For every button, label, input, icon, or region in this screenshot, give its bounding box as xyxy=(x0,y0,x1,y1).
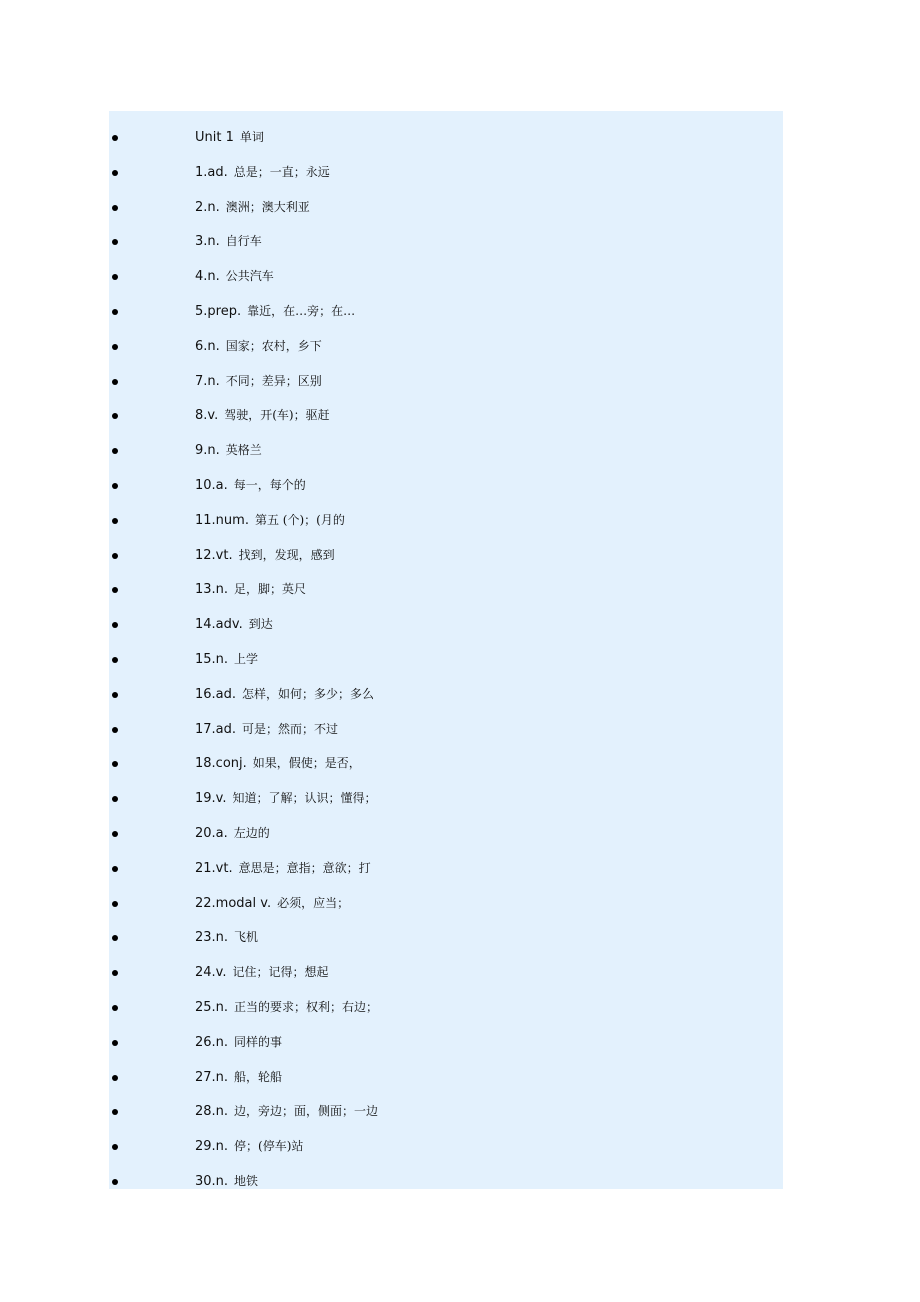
entry-gloss: 找到，发现，感到 xyxy=(238,547,335,562)
entry-term: 20.a. xyxy=(195,825,228,841)
entry-term: 24.v. xyxy=(195,965,227,981)
bullet-icon xyxy=(112,379,118,385)
bullet-icon xyxy=(112,1040,118,1046)
bullet-icon xyxy=(112,309,118,315)
entry-text xyxy=(195,1094,378,1130)
vocabulary-list xyxy=(109,120,783,1199)
entry-gloss: 船，轮船 xyxy=(234,1069,283,1084)
entry-gloss: 澳洲；澳大利亚 xyxy=(225,199,310,214)
entry-text xyxy=(195,224,262,260)
entry-term: 29.n. xyxy=(195,1139,229,1155)
list-item xyxy=(109,224,783,259)
entry-gloss: 不同；差异；区别 xyxy=(225,373,322,388)
entry-text xyxy=(195,1129,303,1165)
entry-term: Unit 1 xyxy=(195,130,234,145)
entry-term: 12.vt. xyxy=(195,547,233,563)
entry-gloss: 自行车 xyxy=(225,234,262,249)
entry-gloss: 必须，应当； xyxy=(277,895,350,910)
entry-gloss: 意思是；意指；意欲；打 xyxy=(238,860,371,875)
entry-gloss: 第五 (个)；(月的 xyxy=(254,512,345,527)
list-item xyxy=(109,851,783,886)
bullet-icon xyxy=(112,205,118,211)
entry-text xyxy=(195,433,262,469)
entry-text xyxy=(195,642,258,678)
entry-text xyxy=(195,294,355,330)
bullet-icon xyxy=(112,692,118,698)
list-item xyxy=(109,1094,783,1129)
entry-text xyxy=(195,538,335,574)
list-item xyxy=(109,294,783,329)
bullet-icon xyxy=(112,831,118,837)
entry-text xyxy=(195,259,274,295)
bullet-icon xyxy=(112,761,118,767)
entry-term: 4.n. xyxy=(195,269,220,285)
bullet-icon xyxy=(112,935,118,941)
entry-gloss: 单词 xyxy=(239,130,264,144)
entry-text xyxy=(195,886,349,922)
entry-text xyxy=(195,572,306,608)
entry-text xyxy=(195,607,273,643)
entry-text xyxy=(195,503,345,539)
entry-text xyxy=(195,990,378,1026)
entry-gloss: 地铁 xyxy=(234,1173,259,1188)
entry-gloss: 每一，每个的 xyxy=(233,477,306,492)
entry-term: 1.ad. xyxy=(195,164,228,180)
list-item xyxy=(109,398,783,433)
bullet-icon xyxy=(112,413,118,419)
bullet-icon xyxy=(112,1179,118,1185)
entry-gloss: 边，旁边；面，侧面；一边 xyxy=(234,1104,379,1119)
entry-gloss: 飞机 xyxy=(234,930,259,945)
entry-term: 11.num. xyxy=(195,512,249,528)
bullet-icon xyxy=(112,274,118,280)
list-item xyxy=(109,572,783,607)
bullet-icon xyxy=(112,1005,118,1011)
entry-term: 9.n. xyxy=(195,443,220,459)
entry-term: 10.a. xyxy=(195,477,228,493)
list-item xyxy=(109,1164,783,1199)
bullet-icon xyxy=(112,135,118,141)
entry-term: 25.n. xyxy=(195,999,229,1015)
list-item xyxy=(109,155,783,190)
entry-text xyxy=(195,120,264,156)
entry-gloss: 如果，假使；是否， xyxy=(252,756,361,771)
entry-term: 30.n. xyxy=(195,1173,229,1189)
entry-gloss: 上学 xyxy=(234,651,259,666)
entry-gloss: 左边的 xyxy=(233,825,270,840)
list-item xyxy=(109,538,783,573)
entry-gloss: 正当的要求；权利；右边； xyxy=(234,999,379,1014)
list-item xyxy=(109,781,783,816)
list-item xyxy=(109,259,783,294)
vocabulary-panel xyxy=(109,111,783,1189)
entry-text xyxy=(195,398,330,434)
bullet-icon xyxy=(112,1144,118,1150)
entry-text xyxy=(195,746,361,782)
entry-term: 28.n. xyxy=(195,1104,229,1120)
entry-term: 22.modal v. xyxy=(195,895,272,911)
entry-gloss: 到达 xyxy=(248,617,273,632)
entry-term: 13.n. xyxy=(195,582,229,598)
entry-text xyxy=(195,468,306,504)
entry-gloss: 停；(停车)站 xyxy=(234,1139,304,1154)
entry-term: 21.vt. xyxy=(195,860,233,876)
bullet-icon xyxy=(112,1075,118,1081)
entry-gloss: 国家；农村，乡下 xyxy=(225,338,322,353)
entry-gloss: 知道；了解；认识；懂得； xyxy=(232,791,377,806)
bullet-icon xyxy=(112,483,118,489)
entry-term: 2.n. xyxy=(195,199,220,215)
entry-gloss: 可是；然而；不过 xyxy=(242,721,339,736)
bullet-icon xyxy=(112,587,118,593)
entry-text xyxy=(195,364,322,400)
bullet-icon xyxy=(112,866,118,872)
list-item xyxy=(109,990,783,1025)
list-item xyxy=(109,503,783,538)
bullet-icon xyxy=(112,448,118,454)
list-item xyxy=(109,1025,783,1060)
list-item xyxy=(109,190,783,225)
list-item xyxy=(109,746,783,781)
entry-text xyxy=(195,190,310,226)
list-item xyxy=(109,1129,783,1164)
entry-term: 3.n. xyxy=(195,234,220,250)
bullet-icon xyxy=(112,239,118,245)
entry-gloss: 同样的事 xyxy=(234,1034,283,1049)
entry-gloss: 英格兰 xyxy=(225,443,262,458)
entry-text xyxy=(195,155,330,191)
entry-text xyxy=(195,677,374,713)
list-item xyxy=(109,433,783,468)
entry-gloss: 记住；记得；想起 xyxy=(232,965,329,980)
list-item xyxy=(109,120,783,155)
bullet-icon xyxy=(112,901,118,907)
bullet-icon xyxy=(112,344,118,350)
entry-term: 26.n. xyxy=(195,1034,229,1050)
list-item xyxy=(109,920,783,955)
bullet-icon xyxy=(112,553,118,559)
entry-term: 6.n. xyxy=(195,338,220,354)
entry-term: 18.conj. xyxy=(195,756,247,772)
list-item xyxy=(109,712,783,747)
list-item xyxy=(109,329,783,364)
list-item xyxy=(109,468,783,503)
entry-text xyxy=(195,851,371,887)
list-item xyxy=(109,1060,783,1095)
entry-term: 27.n. xyxy=(195,1069,229,1085)
entry-text xyxy=(195,712,338,748)
entry-text xyxy=(195,955,329,991)
entry-gloss: 怎样，如何；多少；多么 xyxy=(242,686,375,701)
entry-gloss: 总是；一直；永远 xyxy=(233,164,330,179)
list-item xyxy=(109,816,783,851)
bullet-icon xyxy=(112,622,118,628)
bullet-icon xyxy=(112,727,118,733)
list-item xyxy=(109,955,783,990)
list-item xyxy=(109,642,783,677)
list-item xyxy=(109,607,783,642)
entry-text xyxy=(195,816,270,852)
entry-term: 15.n. xyxy=(195,651,229,667)
entry-text xyxy=(195,329,322,365)
bullet-icon xyxy=(112,518,118,524)
entry-gloss: 公共汽车 xyxy=(225,269,274,284)
bullet-icon xyxy=(112,796,118,802)
entry-term: 7.n. xyxy=(195,373,220,389)
entry-term: 23.n. xyxy=(195,930,229,946)
entry-gloss: 足，脚；英尺 xyxy=(234,582,307,597)
list-item xyxy=(109,886,783,921)
list-item xyxy=(109,364,783,399)
entry-text xyxy=(195,1060,282,1096)
bullet-icon xyxy=(112,170,118,176)
bullet-icon xyxy=(112,657,118,663)
bullet-icon xyxy=(112,1109,118,1115)
entry-text xyxy=(195,781,377,817)
bullet-icon xyxy=(112,970,118,976)
entry-gloss: 靠近，在…旁；在… xyxy=(247,303,356,318)
entry-term: 8.v. xyxy=(195,408,219,424)
entry-text xyxy=(195,1164,258,1200)
entry-term: 17.ad. xyxy=(195,721,237,737)
entry-text xyxy=(195,920,258,956)
list-item xyxy=(109,677,783,712)
entry-text xyxy=(195,1025,282,1061)
entry-term: 19.v. xyxy=(195,791,227,807)
entry-term: 16.ad. xyxy=(195,686,237,702)
entry-gloss: 驾驶，开(车)；驱赶 xyxy=(224,408,330,423)
entry-term: 5.prep. xyxy=(195,303,242,319)
entry-term: 14.adv. xyxy=(195,617,243,633)
